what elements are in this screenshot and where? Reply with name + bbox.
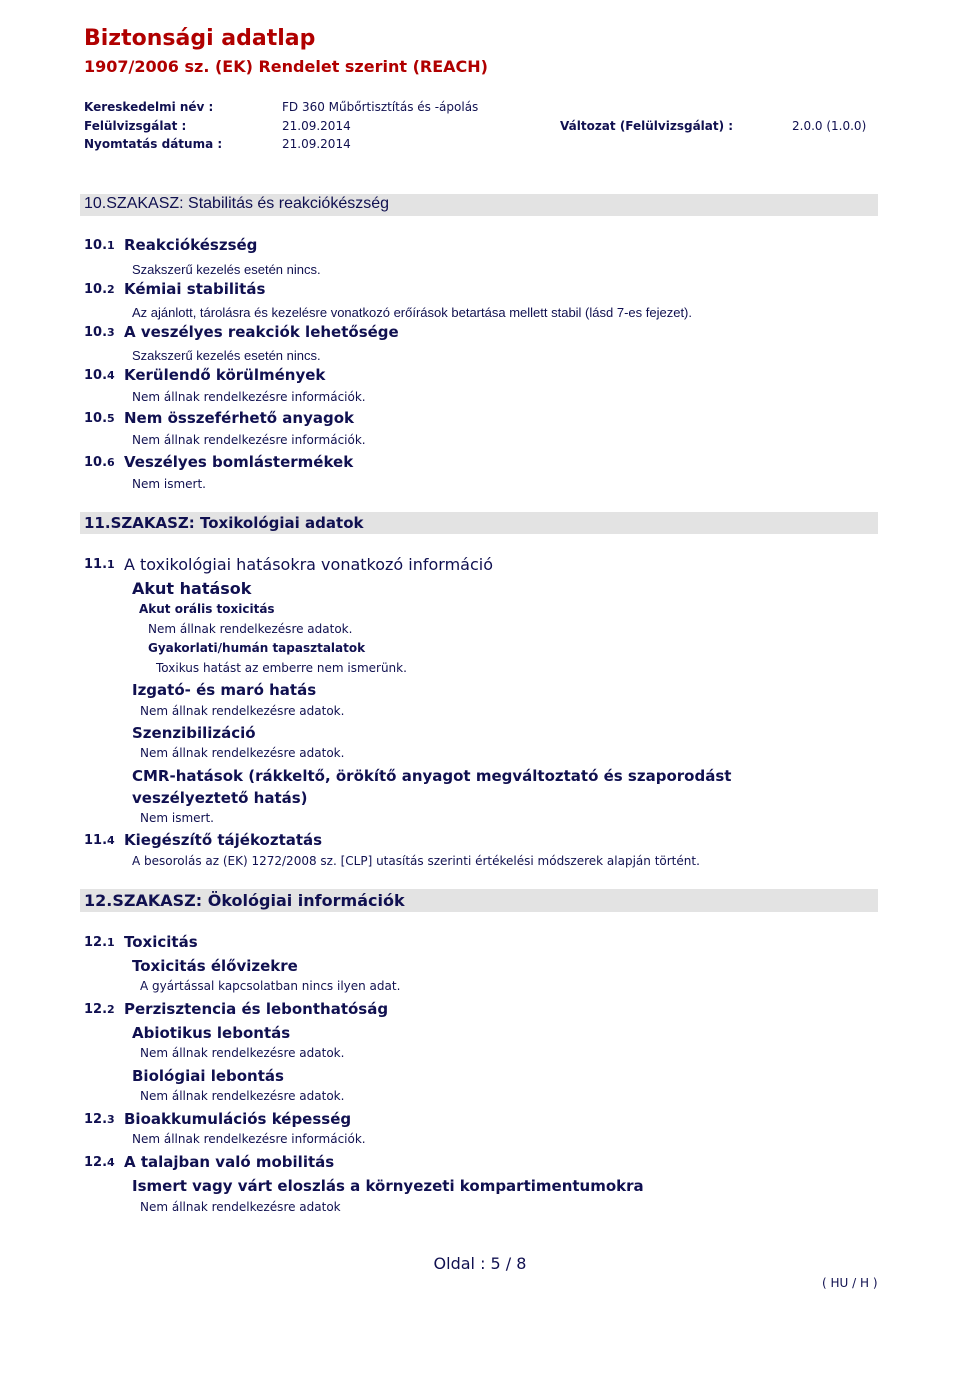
human-experience-text: Toxikus hatást az emberre nem ismerünk. bbox=[156, 661, 407, 675]
item-number: 10.4 bbox=[84, 368, 115, 383]
sensitization-text: Nem állnak rendelkezésre adatok. bbox=[140, 746, 345, 760]
cmr-text: Nem ismert. bbox=[140, 811, 214, 825]
item-heading: Kerülendő körülmények bbox=[124, 366, 326, 384]
item-text: Nem ismert. bbox=[132, 477, 206, 491]
language-code: ( HU / H ) bbox=[822, 1276, 878, 1290]
item-text: Nem állnak rendelkezésre információk. bbox=[132, 433, 366, 447]
irritant-text: Nem állnak rendelkezésre adatok. bbox=[140, 704, 345, 718]
item-number: 11.1 bbox=[84, 557, 115, 572]
item-number: 10.2 bbox=[84, 282, 115, 297]
cmr-heading-line1: CMR-hatások (rákkeltő, örökítő anyagot megváltoztató és szaporodást bbox=[132, 767, 732, 785]
section-12-bar bbox=[80, 889, 878, 912]
version-label: Változat (Felülvizsgálat) : bbox=[560, 119, 734, 133]
item-number: 10.3 bbox=[84, 325, 115, 340]
item-heading: Reakciókészség bbox=[124, 236, 258, 254]
soil-mobility-heading: A talajban való mobilitás bbox=[124, 1153, 335, 1171]
item-text: Szakszerű kezelés esetén nincs. bbox=[132, 348, 321, 363]
aquatic-toxicity-text: A gyártással kapcsolatban nincs ilyen adat. bbox=[140, 979, 401, 993]
irritant-heading: Izgató- és maró hatás bbox=[132, 681, 317, 699]
document-subtitle: 1907/2006 sz. (EK) Rendelet szerint (REACH) bbox=[84, 57, 488, 76]
toxicological-info-heading: A toxikológiai hatásokra vonatkozó információ bbox=[124, 555, 494, 574]
additional-info-heading: Kiegészítő tájékoztatás bbox=[124, 831, 323, 849]
section-10-bar bbox=[80, 194, 878, 216]
trade-name-label: Kereskedelmi név : bbox=[84, 100, 214, 114]
aquatic-toxicity-heading: Toxicitás élővizekre bbox=[132, 957, 298, 975]
item-text: Szakszerű kezelés esetén nincs. bbox=[132, 262, 321, 277]
toxicity-heading: Toxicitás bbox=[124, 933, 198, 951]
print-date-label: Nyomtatás dátuma : bbox=[84, 137, 223, 151]
revision-label: Felülvizsgálat : bbox=[84, 119, 187, 133]
abiotic-heading: Abiotikus lebontás bbox=[132, 1024, 291, 1042]
additional-info-text: A besorolás az (EK) 1272/2008 sz. [CLP] utasítás szerinti értékelési módszerek alapján történt. bbox=[132, 854, 700, 868]
item-text: Nem állnak rendelkezésre információk. bbox=[132, 390, 366, 404]
document-title: Biztonsági adatlap bbox=[84, 26, 316, 51]
distribution-text: Nem állnak rendelkezésre adatok bbox=[140, 1200, 341, 1214]
item-heading: Nem összeférhető anyagok bbox=[124, 409, 355, 427]
bioaccumulation-heading: Bioakkumulációs képesség bbox=[124, 1110, 352, 1128]
distribution-heading: Ismert vagy várt eloszlás a környezeti kompartimentumokra bbox=[132, 1177, 644, 1195]
human-experience-heading: Gyakorlati/humán tapasztalatok bbox=[148, 641, 366, 655]
cmr-heading-line2: veszélyeztető hatás) bbox=[132, 789, 308, 807]
item-number: 12.3 bbox=[84, 1112, 115, 1127]
item-number: 12.4 bbox=[84, 1155, 115, 1170]
biological-text: Nem állnak rendelkezésre adatok. bbox=[140, 1089, 345, 1103]
acute-oral-text: Nem állnak rendelkezésre adatok. bbox=[148, 622, 353, 636]
item-heading: Kémiai stabilitás bbox=[124, 280, 266, 298]
page-number: Oldal : 5 / 8 bbox=[433, 1254, 527, 1273]
section-10-title: 10.SZAKASZ: Stabilitás és reakciókészség bbox=[84, 195, 390, 212]
trade-name-value: FD 360 Műbőrtisztítás és -ápolás bbox=[282, 100, 479, 114]
print-date-value: 21.09.2014 bbox=[282, 137, 351, 151]
item-heading: A veszélyes reakciók lehetősége bbox=[124, 323, 399, 341]
item-number: 11.4 bbox=[84, 833, 115, 848]
abiotic-text: Nem állnak rendelkezésre adatok. bbox=[140, 1046, 345, 1060]
biological-heading: Biológiai lebontás bbox=[132, 1067, 284, 1085]
item-number: 10.6 bbox=[84, 455, 115, 470]
acute-effects-heading: Akut hatások bbox=[132, 579, 252, 598]
section-12-title: 12.SZAKASZ: Ökológiai információk bbox=[84, 891, 405, 910]
revision-value: 21.09.2014 bbox=[282, 119, 351, 133]
section-11-bar bbox=[80, 512, 878, 534]
item-number: 10.5 bbox=[84, 411, 115, 426]
persistence-heading: Perzisztencia és lebonthatóság bbox=[124, 1000, 389, 1018]
section-11-title: 11.SZAKASZ: Toxikológiai adatok bbox=[84, 514, 364, 532]
bioaccumulation-text: Nem állnak rendelkezésre információk. bbox=[132, 1132, 366, 1146]
item-heading: Veszélyes bomlástermékek bbox=[124, 453, 354, 471]
item-number: 12.1 bbox=[84, 935, 115, 950]
version-value: 2.0.0 (1.0.0) bbox=[792, 119, 867, 133]
item-number: 10.1 bbox=[84, 238, 115, 253]
item-text: Az ajánlott, tárolásra és kezelésre vonatkozó erőírások betartása mellett stabil (lásd 7-es fejezet). bbox=[132, 305, 692, 320]
acute-oral-heading: Akut orális toxicitás bbox=[139, 602, 275, 616]
sensitization-heading: Szenzibilizáció bbox=[132, 724, 256, 742]
item-number: 12.2 bbox=[84, 1002, 115, 1017]
